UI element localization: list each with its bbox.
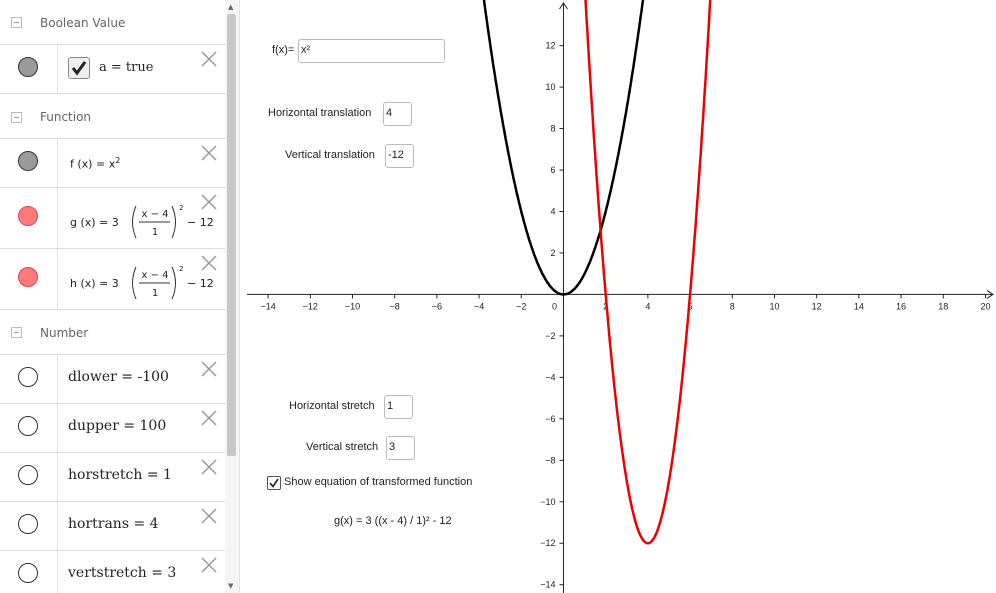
- algebra-item-g[interactable]: [0, 188, 225, 249]
- delete-icon[interactable]: [200, 507, 218, 525]
- y-tick-label: −2: [545, 330, 556, 341]
- delete-icon[interactable]: [200, 193, 218, 211]
- algebra-item-h[interactable]: [0, 249, 225, 310]
- fraction-expression: [128, 202, 188, 242]
- number-expression: dlower = -100: [68, 369, 169, 385]
- x-tick-label: 10: [769, 301, 780, 312]
- visibility-toggle-icon[interactable]: [18, 151, 38, 171]
- section-title: Function: [40, 110, 92, 124]
- function-name-eq: [70, 216, 119, 229]
- function-name: h (x): [70, 277, 96, 290]
- x-tick-label: 16: [896, 301, 907, 312]
- visibility-toggle-icon[interactable]: [18, 416, 38, 436]
- delete-icon[interactable]: [200, 144, 218, 162]
- y-tick-label: 12: [545, 40, 556, 51]
- boolean-expression: a = true: [99, 60, 154, 75]
- number-expression: hortrans = 4: [68, 516, 159, 532]
- delete-icon[interactable]: [200, 458, 218, 476]
- y-tick-label: −4: [545, 372, 556, 383]
- delete-icon[interactable]: [200, 360, 218, 378]
- section-header-function[interactable]: [0, 94, 225, 139]
- vstretch-label: Vertical stretch: [306, 441, 379, 453]
- checkmark-icon: [69, 58, 89, 78]
- scroll-down-icon[interactable]: ▼: [228, 582, 234, 590]
- show-equation-label: Show equation of transformed function: [284, 476, 473, 488]
- number-expression: horstretch = 1: [68, 467, 172, 483]
- fx-input-label: f(x)=: [272, 44, 295, 56]
- exponent: 2: [115, 156, 121, 165]
- x-tick-label: 2: [603, 301, 609, 312]
- exponent: 2: [179, 265, 184, 273]
- algebra-item-f[interactable]: [0, 139, 225, 188]
- x-tick-label: −14: [260, 301, 276, 312]
- function-name: f (x): [70, 157, 93, 171]
- show-equation-checkbox[interactable]: [267, 476, 281, 490]
- collapse-toggle-icon[interactable]: [11, 17, 22, 28]
- algebra-item-horstretch[interactable]: [0, 453, 225, 502]
- x-tick-label: 20: [980, 301, 991, 312]
- y-tick-label: 4: [550, 206, 556, 217]
- equation-text: g(x) = 3 ((x - 4) / 1)² - 12: [334, 515, 452, 527]
- visibility-toggle-icon[interactable]: [18, 367, 38, 387]
- vstretch-input[interactable]: 3: [386, 436, 415, 460]
- x-tick-label: 8: [729, 301, 735, 312]
- y-tick-label: 2: [550, 247, 556, 258]
- section-header-boolean[interactable]: [0, 0, 225, 45]
- scroll-up-icon[interactable]: ▲: [228, 3, 234, 11]
- algebra-item-hortrans[interactable]: [0, 502, 225, 551]
- visibility-toggle-icon[interactable]: [18, 563, 38, 583]
- algebra-item-a[interactable]: [0, 45, 225, 94]
- x-tick-label: 12: [811, 301, 822, 312]
- function-name: g (x): [70, 216, 96, 229]
- constant-term: − 12: [187, 277, 214, 290]
- x-tick-label: 4: [645, 301, 651, 312]
- y-tick-label: 6: [550, 165, 556, 176]
- x-tick-label: 18: [938, 301, 949, 312]
- y-tick-label: −6: [545, 413, 556, 424]
- fraction-expression: [128, 263, 188, 303]
- algebra-scrollbar[interactable]: [225, 0, 239, 593]
- y-tick-label: 10: [545, 82, 556, 93]
- algebra-item-vertstretch[interactable]: [0, 551, 225, 593]
- x-tick-label: −8: [389, 301, 400, 312]
- collapse-toggle-icon[interactable]: [11, 327, 22, 338]
- denominator: 1: [151, 227, 159, 238]
- delete-icon[interactable]: [200, 50, 218, 68]
- x-tick-label: 6: [687, 301, 693, 312]
- section-title: Boolean Value: [40, 16, 126, 30]
- x-tick-label: −2: [516, 301, 527, 312]
- x-tick-label: −10: [344, 301, 361, 312]
- fx-input[interactable]: x²: [298, 39, 445, 63]
- numerator: x − 4: [141, 270, 169, 281]
- x-tick-label: −6: [431, 301, 443, 312]
- hstretch-input[interactable]: 1: [384, 395, 413, 419]
- visibility-toggle-icon[interactable]: [18, 465, 38, 485]
- y-tick-label: −14: [540, 579, 556, 590]
- numerator: x − 4: [141, 209, 169, 220]
- exponent: 2: [179, 204, 184, 212]
- equals-sign: =: [95, 157, 106, 171]
- coefficient: 3: [111, 216, 119, 229]
- number-expression: dupper = 100: [68, 418, 167, 434]
- algebra-view: [0, 0, 225, 593]
- coefficient: 3: [111, 277, 119, 290]
- denominator: 1: [151, 288, 159, 299]
- boolean-checkbox[interactable]: [68, 57, 90, 79]
- graphics-view[interactable]: [247, 0, 996, 593]
- algebra-item-dlower[interactable]: [0, 355, 225, 404]
- htrans-label: Horizontal translation: [268, 107, 372, 119]
- curve-g: [585, 0, 711, 543]
- visibility-toggle-icon[interactable]: [18, 57, 38, 77]
- checkmark-icon: [268, 477, 280, 489]
- delete-icon[interactable]: [200, 556, 218, 574]
- equals-sign: =: [99, 216, 109, 229]
- x-tick-label: −4: [473, 301, 485, 312]
- y-tick-label: −12: [540, 538, 556, 549]
- x-tick-label: −12: [302, 301, 318, 312]
- y-tick-label: −8: [545, 455, 556, 466]
- visibility-toggle-icon[interactable]: [18, 267, 38, 287]
- graph-canvas[interactable]: [247, 0, 996, 593]
- scrollbar-thumb[interactable]: [227, 14, 236, 456]
- vtrans-input[interactable]: -12: [385, 144, 414, 168]
- algebra-item-dupper[interactable]: [0, 404, 225, 453]
- function-expression: [70, 156, 120, 171]
- vtrans-label: Vertical translation: [285, 149, 375, 161]
- function-name-eq: [70, 277, 119, 290]
- collapse-toggle-icon[interactable]: [11, 112, 22, 123]
- function-body: x: [108, 157, 116, 171]
- section-title: Number: [40, 326, 89, 340]
- constant-term: − 12: [187, 216, 214, 229]
- visibility-toggle-icon[interactable]: [18, 206, 38, 226]
- number-expression: vertstretch = 3: [68, 565, 177, 581]
- delete-icon[interactable]: [200, 254, 218, 272]
- hstretch-label: Horizontal stretch: [289, 400, 375, 412]
- y-tick-label: 8: [550, 123, 556, 134]
- x-tick-label: 14: [853, 301, 864, 312]
- section-header-number[interactable]: [0, 310, 225, 355]
- x-tick-label: 0: [551, 301, 557, 312]
- delete-icon[interactable]: [200, 409, 218, 427]
- htrans-input[interactable]: 4: [383, 102, 412, 126]
- visibility-toggle-icon[interactable]: [18, 514, 38, 534]
- equals-sign: =: [99, 277, 109, 290]
- y-tick-label: −10: [540, 496, 556, 507]
